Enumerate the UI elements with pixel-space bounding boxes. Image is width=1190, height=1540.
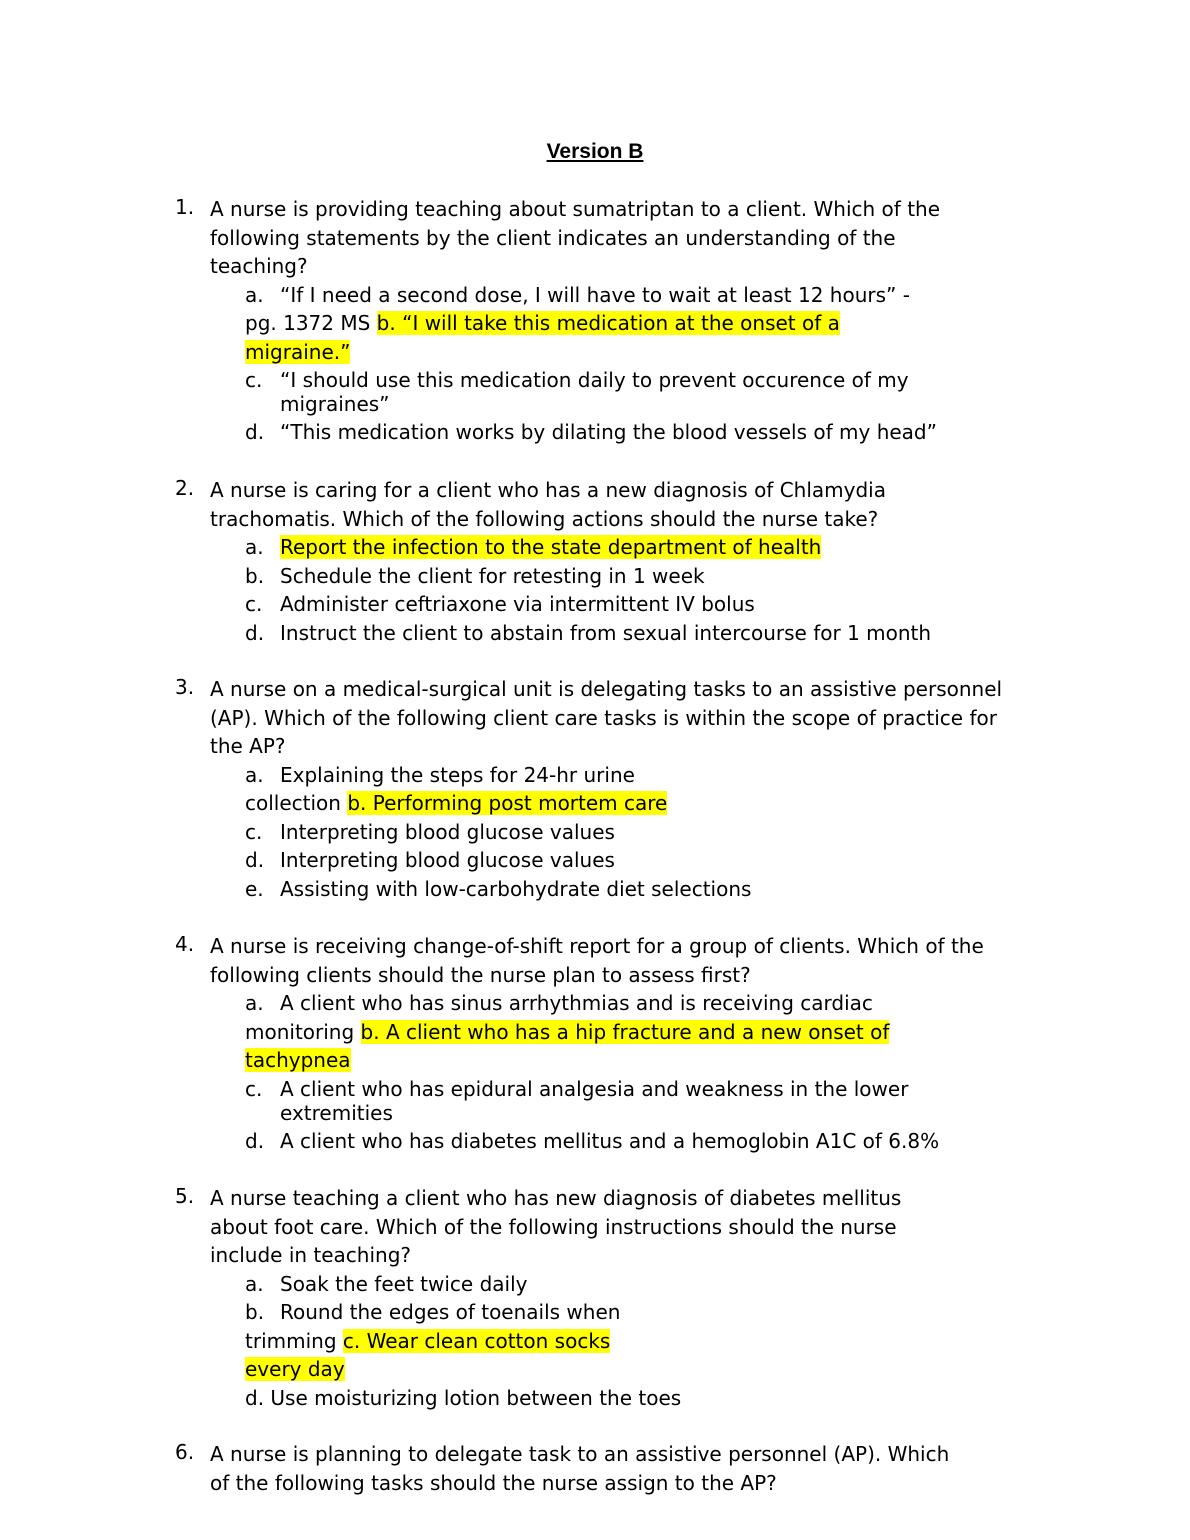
question-stem: A nurse on a medical-surgical unit is delegating tasks to an assistive personnel (AP). Which of the following client care tasks is within the scope of practice for the AP? bbox=[210, 677, 1003, 758]
answer-options bbox=[245, 533, 1025, 647]
option-a bbox=[245, 533, 1025, 562]
question-stem: A nurse teaching a client who has new diagnosis of diabetes mellitus about foot care. Which of the following instructions should the nurse include in teaching? bbox=[210, 1186, 902, 1267]
option-a bbox=[245, 989, 1025, 1018]
option-letter: a. bbox=[245, 762, 264, 787]
highlighted-answer: c. Wear clean cotton socks bbox=[342, 1328, 611, 1353]
option-letter: e. bbox=[245, 876, 264, 901]
option-b bbox=[245, 1298, 1025, 1327]
question-5 bbox=[175, 1184, 1025, 1412]
option-letter: c. bbox=[245, 819, 263, 844]
question-number: 3. bbox=[175, 675, 195, 699]
option-text: Round the edges of toenails when bbox=[280, 1300, 621, 1324]
option-a bbox=[245, 281, 1025, 310]
option-letter: c. bbox=[245, 592, 263, 616]
question-number: 4. bbox=[175, 932, 195, 956]
option-letter: a. bbox=[245, 282, 264, 307]
option-a-continuation bbox=[245, 1018, 1025, 1047]
question-1 bbox=[175, 195, 1025, 447]
question-stem: A nurse is caring for a client who has a new diagnosis of Chlamydia trachomatis. Which of the following actions should the nurse take? bbox=[210, 478, 886, 531]
option-text-cont: pg. 1372 MS bbox=[245, 311, 377, 335]
option-a-continuation bbox=[245, 789, 1025, 818]
option-d bbox=[245, 846, 1025, 875]
question-number: 2. bbox=[175, 476, 195, 500]
option-text: Instruct the client to abstain from sexual intercourse for 1 month bbox=[280, 620, 932, 645]
option-letter: b. bbox=[245, 1300, 265, 1324]
option-b-continuation bbox=[245, 1327, 1025, 1356]
question-6 bbox=[175, 1440, 1025, 1497]
option-c bbox=[245, 818, 1025, 847]
option-text: Interpreting blood glucose values bbox=[280, 819, 615, 844]
highlighted-answer: b. Performing post mortem care bbox=[347, 791, 668, 815]
option-letter: d. bbox=[245, 848, 265, 872]
highlighted-answer-cont: tachypnea bbox=[245, 1048, 351, 1072]
option-text-cont: monitoring bbox=[245, 1019, 361, 1044]
option-letter: b. bbox=[245, 563, 265, 588]
option-text: Assisting with low-carbohydrate diet selections bbox=[280, 876, 752, 901]
question-number: 1. bbox=[175, 195, 195, 219]
option-e bbox=[245, 875, 1025, 904]
option-letter: a. bbox=[245, 991, 264, 1015]
option-letter: c. bbox=[245, 368, 263, 392]
option-a-continuation bbox=[245, 309, 1025, 338]
answer-options bbox=[245, 281, 1025, 447]
question-4 bbox=[175, 932, 1025, 1155]
option-text-cont: collection bbox=[245, 791, 348, 815]
question-stem: A nurse is providing teaching about sumatriptan to a client. Which of the following statements by the client indicates an understanding of the teaching? bbox=[210, 197, 941, 278]
highlighted-answer-cont: migraine.” bbox=[245, 339, 351, 364]
option-text: “This medication works by dilating the blood vessels of my head” bbox=[280, 420, 937, 444]
option-c bbox=[245, 590, 1025, 619]
option-text: Interpreting blood glucose values bbox=[280, 848, 615, 872]
option-text-cont: trimming bbox=[245, 1328, 343, 1353]
question-number: 5. bbox=[175, 1184, 195, 1208]
option-b-continuation bbox=[245, 1046, 1025, 1075]
option-d bbox=[245, 619, 1025, 648]
option-text: “If I need a second dose, I will have to wait at least 12 hours” - bbox=[280, 282, 910, 307]
highlighted-answer: b. “I will take this medication at the onset of a bbox=[376, 311, 840, 335]
answer-options bbox=[245, 1270, 1025, 1413]
highlighted-answer: Report the infection to the state department of health bbox=[280, 535, 822, 559]
option-text: Explaining the steps for 24-hr urine bbox=[280, 762, 635, 787]
option-letter: d. bbox=[245, 420, 265, 444]
highlighted-answer: b. A client who has a hip fracture and a new onset of bbox=[360, 1019, 890, 1044]
option-b bbox=[245, 562, 1025, 591]
option-text: d. Use moisturizing lotion between the toes bbox=[245, 1385, 682, 1410]
option-c bbox=[245, 1075, 960, 1127]
option-d bbox=[245, 1127, 1025, 1156]
answer-options bbox=[245, 761, 1025, 904]
question-3 bbox=[175, 675, 1025, 903]
option-text: A client who has diabetes mellitus and a hemoglobin A1C of 6.8% bbox=[280, 1128, 940, 1153]
option-b-continuation bbox=[245, 338, 1025, 367]
option-d bbox=[245, 418, 1025, 447]
highlighted-answer-cont: every day bbox=[245, 1357, 345, 1381]
option-text: Soak the feet twice daily bbox=[280, 1271, 528, 1296]
question-2 bbox=[175, 476, 1025, 647]
answer-options bbox=[245, 989, 1025, 1155]
option-letter: d. bbox=[245, 620, 265, 645]
option-d bbox=[245, 1384, 1025, 1413]
question-stem: A nurse is planning to delegate task to an assistive personnel (AP). Which of the following tasks should the nurse assign to the AP? bbox=[210, 1442, 950, 1495]
page-title: Version B bbox=[546, 140, 644, 163]
option-a bbox=[245, 761, 1025, 790]
option-text: Administer ceftriaxone via intermittent IV bolus bbox=[280, 592, 755, 616]
option-text: A client who has epidural analgesia and weakness in the lower extremities bbox=[280, 1076, 909, 1125]
option-letter: a. bbox=[245, 1271, 264, 1296]
option-c-continuation bbox=[245, 1355, 1025, 1384]
option-text: “I should use this medication daily to prevent occurence of my migraines” bbox=[280, 368, 909, 416]
question-stem: A nurse is receiving change-of-shift report for a group of clients. Which of the following clients should the nurse plan to assess first? bbox=[210, 934, 984, 987]
option-c bbox=[245, 366, 960, 418]
option-letter: a. bbox=[245, 535, 264, 559]
question-number: 6. bbox=[175, 1440, 195, 1464]
option-text: A client who has sinus arrhythmias and is receiving cardiac bbox=[280, 991, 873, 1015]
option-a bbox=[245, 1270, 1025, 1299]
option-text: Schedule the client for retesting in 1 week bbox=[280, 563, 705, 588]
option-letter: d. bbox=[245, 1128, 265, 1153]
option-letter: c. bbox=[245, 1076, 263, 1101]
